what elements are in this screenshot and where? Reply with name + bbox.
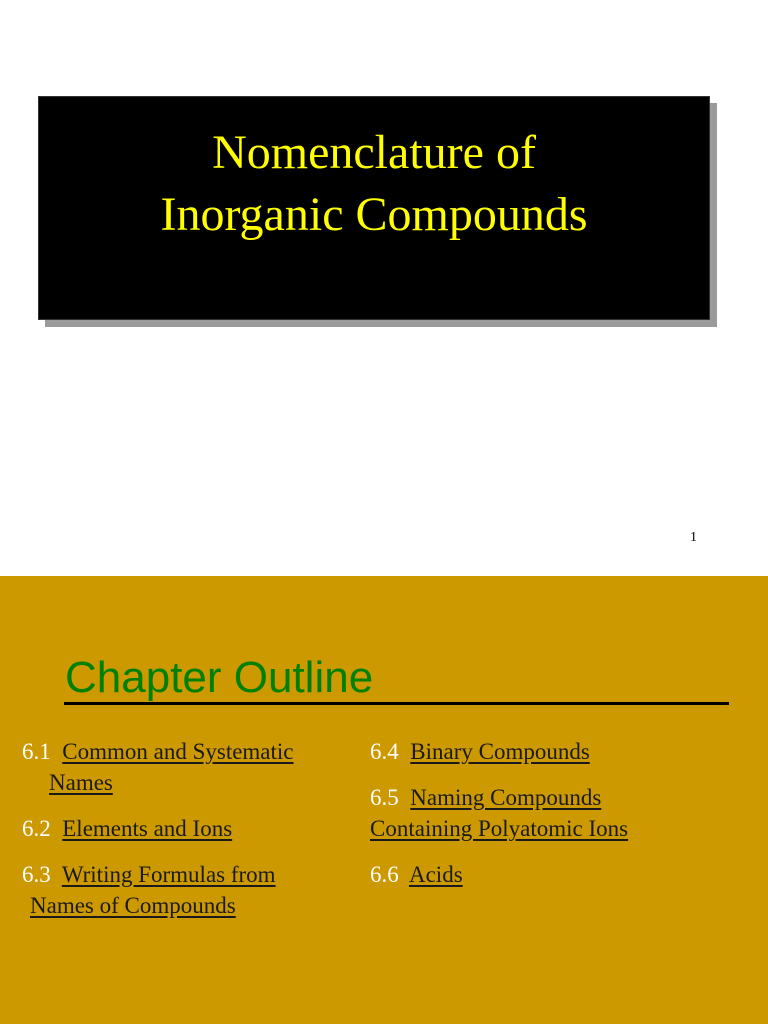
heading-underline-rule [64, 702, 729, 705]
title-line-1: Nomenclature of [212, 126, 536, 179]
outline-item-6-3 [22, 859, 276, 890]
link-names-of-compounds[interactable]: Names of Compounds [30, 893, 236, 918]
item-number: 6.4 [370, 739, 399, 764]
title-line-2: Inorganic Compounds [160, 188, 588, 241]
link-acids[interactable]: Acids [408, 862, 463, 887]
outline-slide [0, 576, 768, 1024]
outline-item-6-1-cont [49, 767, 113, 798]
outline-heading: Chapter Outline [65, 653, 374, 702]
item-number: 6.6 [370, 862, 399, 887]
item-number: 6.3 [22, 862, 51, 887]
link-binary-compounds[interactable]: Binary Compounds [410, 739, 590, 764]
link-elements-and-ions[interactable]: Elements and Ions [62, 816, 233, 841]
link-common-and-systematic-names[interactable]: Common and Systematic [62, 739, 294, 764]
outline-item-6-2 [22, 813, 232, 844]
outline-item-6-3-cont [30, 890, 236, 921]
outline-item-6-5-cont [370, 813, 628, 844]
outline-item-6-5 [370, 782, 601, 813]
link-writing-formulas-from[interactable]: Writing Formulas from [61, 862, 276, 887]
item-number: 6.2 [22, 816, 51, 841]
outline-item-6-6 [370, 859, 463, 890]
item-number: 6.1 [22, 739, 51, 764]
item-number: 6.5 [370, 785, 399, 810]
link-names[interactable]: Names [49, 770, 113, 795]
page-number: 1 [690, 530, 697, 545]
link-containing-polyatomic-ions[interactable]: Containing Polyatomic Ions [370, 816, 629, 841]
outline-item-6-4 [370, 736, 590, 767]
outline-item-6-1 [22, 736, 294, 767]
link-naming-compounds[interactable]: Naming Compounds [410, 785, 602, 810]
title-box [38, 96, 710, 320]
